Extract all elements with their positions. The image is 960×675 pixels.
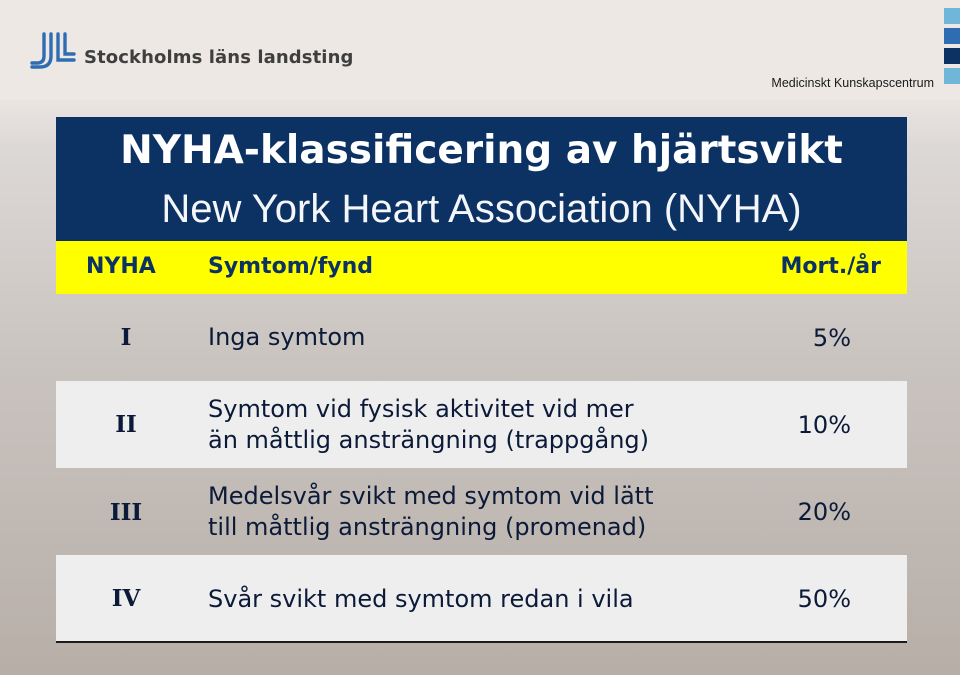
department-name: Medicinskt Kunskapscentrum bbox=[771, 76, 934, 90]
symptom-line: Inga symtom bbox=[208, 323, 366, 351]
title-box bbox=[56, 117, 907, 241]
mortality-value: 10% bbox=[797, 411, 851, 439]
table-row bbox=[56, 555, 907, 641]
mortality-value: 50% bbox=[797, 585, 851, 613]
symptom-line: Medelsvår svikt med symtom vid lätt bbox=[208, 482, 654, 510]
square-blue-1 bbox=[944, 28, 960, 44]
nyha-class: I bbox=[120, 324, 132, 351]
corner-squares bbox=[940, 8, 960, 88]
square-cyan-1 bbox=[944, 8, 960, 24]
column-header-mortality: Mort./år bbox=[780, 254, 881, 279]
table-bottom-rule bbox=[56, 641, 907, 643]
table-row bbox=[56, 468, 907, 555]
symptom-line: Svår svikt med symtom redan i vila bbox=[208, 585, 634, 613]
nyha-class: IV bbox=[111, 585, 141, 612]
symptom-line: Symtom vid fysisk aktivitet vid mer bbox=[208, 395, 634, 423]
page-title: NYHA-klassificering av hjärtsvikt bbox=[120, 128, 843, 173]
nyha-class: II bbox=[115, 411, 137, 438]
organization-name: Stockholms läns landsting bbox=[84, 46, 354, 68]
symptom-line: än måttlig ansträngning (trappgång) bbox=[208, 426, 650, 454]
page-subtitle: New York Heart Association (NYHA) bbox=[161, 187, 802, 231]
symptom-text bbox=[208, 481, 654, 543]
column-header-symptom: Symtom/fynd bbox=[208, 254, 374, 279]
sll-logo-icon bbox=[30, 32, 76, 70]
table-row bbox=[56, 381, 907, 468]
mortality-value: 5% bbox=[812, 324, 851, 352]
table-header bbox=[56, 241, 907, 294]
column-header-class: NYHA bbox=[86, 254, 156, 279]
mortality-value: 20% bbox=[797, 498, 851, 526]
symptom-text bbox=[208, 394, 649, 456]
table-row bbox=[56, 294, 907, 381]
symptom-text bbox=[208, 584, 634, 615]
square-cyan-2 bbox=[944, 68, 960, 84]
nyha-class: III bbox=[109, 499, 143, 526]
symptom-text bbox=[208, 322, 365, 353]
organization-logo bbox=[30, 32, 353, 70]
symptom-line: till måttlig ansträngning (promenad) bbox=[208, 513, 647, 541]
square-navy bbox=[944, 48, 960, 64]
